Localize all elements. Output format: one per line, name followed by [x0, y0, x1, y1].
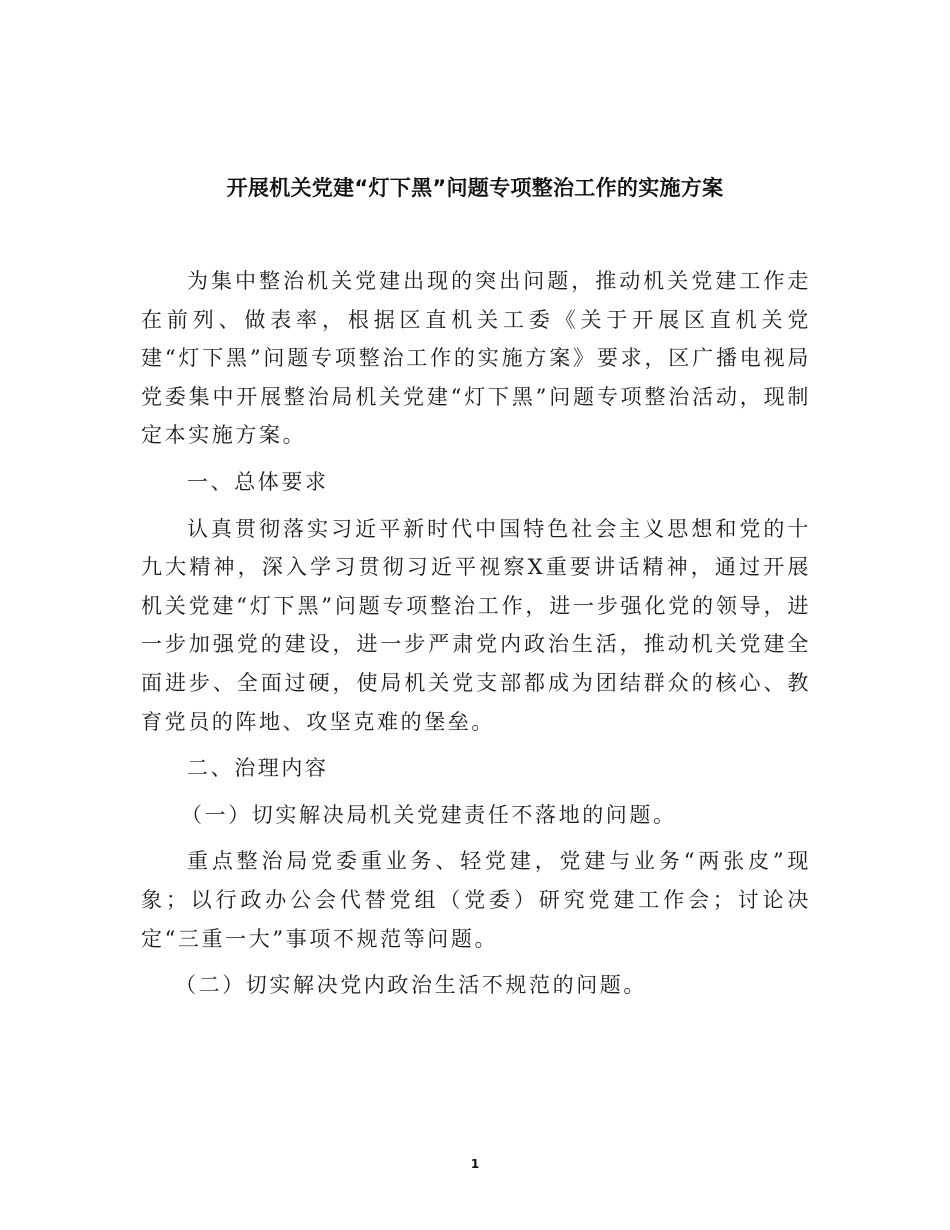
intro-paragraph: 为集中整治机关党建出现的突出问题，推动机关党建工作走在前列、做表率，根据区直机关工委《关于开展区直机关党建“灯下黑”问题专项整治工作的实施方案》要求，区广播电视局党委集中开展整治局机关党建“灯下黑”问题专项整治活动，现制定本实施方案。 [141, 269, 811, 448]
section-1-paragraph: 认真贯彻落实习近平新时代中国特色社会主义思想和党的十九大精神，深入学习贯彻习近平视察X重要讲话精神，通过开展机关党建“灯下黑”问题专项整治工作，进一步强化党的领导，进一步加强党的建设，进一步严肃党内政治生活，推动机关党建全面进步、全面过硬，使局机关党支部都成为团结群众的核心、教育党员的阵地、攻坚克难的堡垒。 [141, 516, 811, 734]
section-heading-general-requirements: 一、总体要求 [187, 469, 329, 494]
document-title: 开展机关党建“灯下黑”问题专项整治工作的实施方案 [226, 176, 724, 200]
section-heading-governance-content: 二、治理内容 [187, 756, 329, 781]
page-number: 1 [470, 1157, 480, 1171]
subsection-1-paragraph: 重点整治局党委重业务、轻党建，党建与业务“两张皮”现象；以行政办公会代替党组（党委）研究党建工作会；讨论决定“三重一大”事项不规范等问题。 [141, 849, 811, 951]
subheading-political-life: （二）切实解决党内政治生活不规范的问题。 [175, 973, 647, 998]
subheading-party-building-responsibility: （一）切实解决局机关党建责任不落地的问题。 [181, 802, 677, 827]
document-body [141, 262, 811, 1013]
